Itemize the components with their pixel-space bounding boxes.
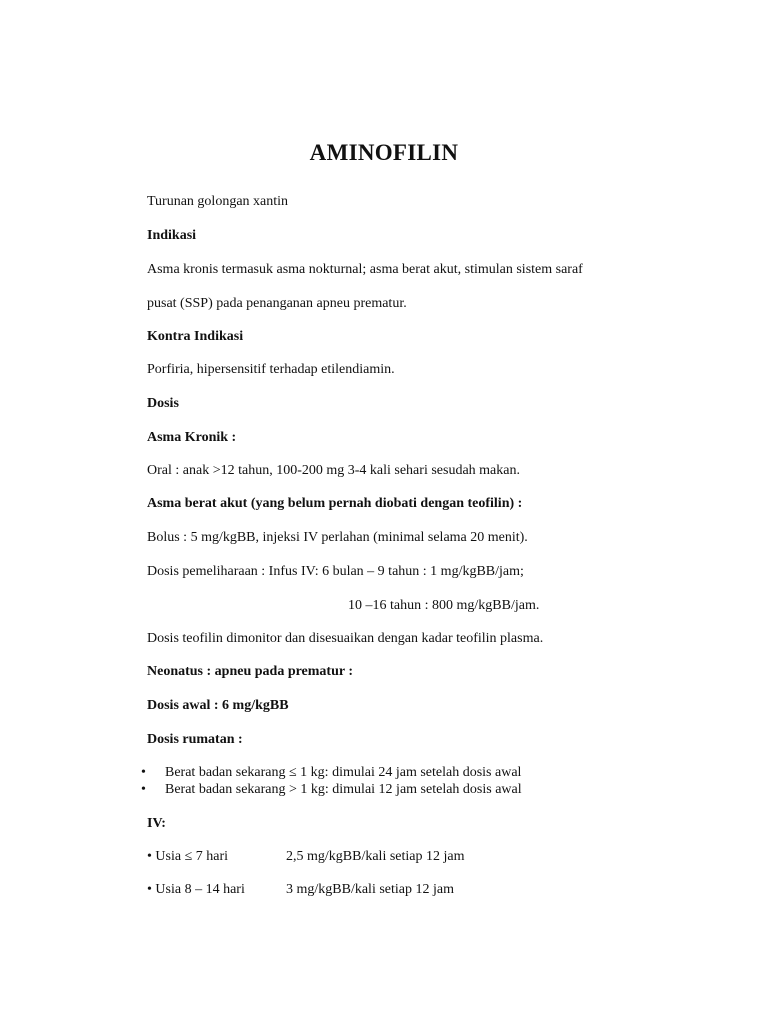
asma-kronik-heading: Asma Kronik : [147, 430, 237, 445]
iv-dose: 2,5 mg/kgBB/kali setiap 12 jam [286, 849, 465, 864]
pemeliharaan-dose-2: 10 –16 tahun : 800 mg/kgBB/jam. [348, 598, 540, 613]
kontra-text: Porfiria, hipersensitif terhadap etilendiamin. [147, 362, 395, 377]
page-title: AMINOFILIN [309, 140, 459, 165]
iv-dose: 3 mg/kgBB/kali setiap 12 jam [286, 882, 454, 897]
iv-age: • Usia ≤ 7 hari [147, 849, 229, 864]
indikasi-line-2: pusat (SSP) pada penanganan apneu prematur. [147, 296, 407, 311]
bullet-icon: • [141, 782, 146, 797]
iv-heading: IV: [147, 816, 166, 831]
subtitle: Turunan golongan xantin [147, 194, 289, 209]
bullet-text: Berat badan sekarang > 1 kg: dimulai 12 jam setelah dosis awal [165, 782, 522, 797]
asma-berat-heading: Asma berat akut (yang belum pernah diobati dengan teofilin) : [147, 496, 523, 511]
monitor-note: Dosis teofilin dimonitor dan disesuaikan dengan kadar teofilin plasma. [147, 631, 544, 646]
dosis-heading: Dosis [147, 396, 179, 411]
indikasi-line-1: Asma kronis termasuk asma nokturnal; asma berat akut, stimulan sistem saraf [147, 262, 583, 277]
iv-age: • Usia 8 – 14 hari [147, 882, 245, 897]
bolus-dose: Bolus : 5 mg/kgBB, injeksi IV perlahan (minimal selama 20 menit). [147, 530, 528, 545]
bullet-icon: • [141, 765, 146, 780]
kontra-heading: Kontra Indikasi [147, 329, 244, 344]
indikasi-heading: Indikasi [147, 228, 197, 243]
dosis-rumatan-heading: Dosis rumatan : [147, 732, 243, 747]
pemeliharaan-dose: Dosis pemeliharaan : Infus IV: 6 bulan – 9 tahun : 1 mg/kgBB/jam; [147, 564, 524, 579]
dosis-awal: Dosis awal : 6 mg/kgBB [147, 698, 289, 713]
neonatus-heading: Neonatus : apneu pada prematur : [147, 664, 354, 679]
oral-dose: Oral : anak >12 tahun, 100-200 mg 3-4 kali sehari sesudah makan. [147, 463, 520, 478]
bullet-text: Berat badan sekarang ≤ 1 kg: dimulai 24 jam setelah dosis awal [165, 765, 522, 780]
